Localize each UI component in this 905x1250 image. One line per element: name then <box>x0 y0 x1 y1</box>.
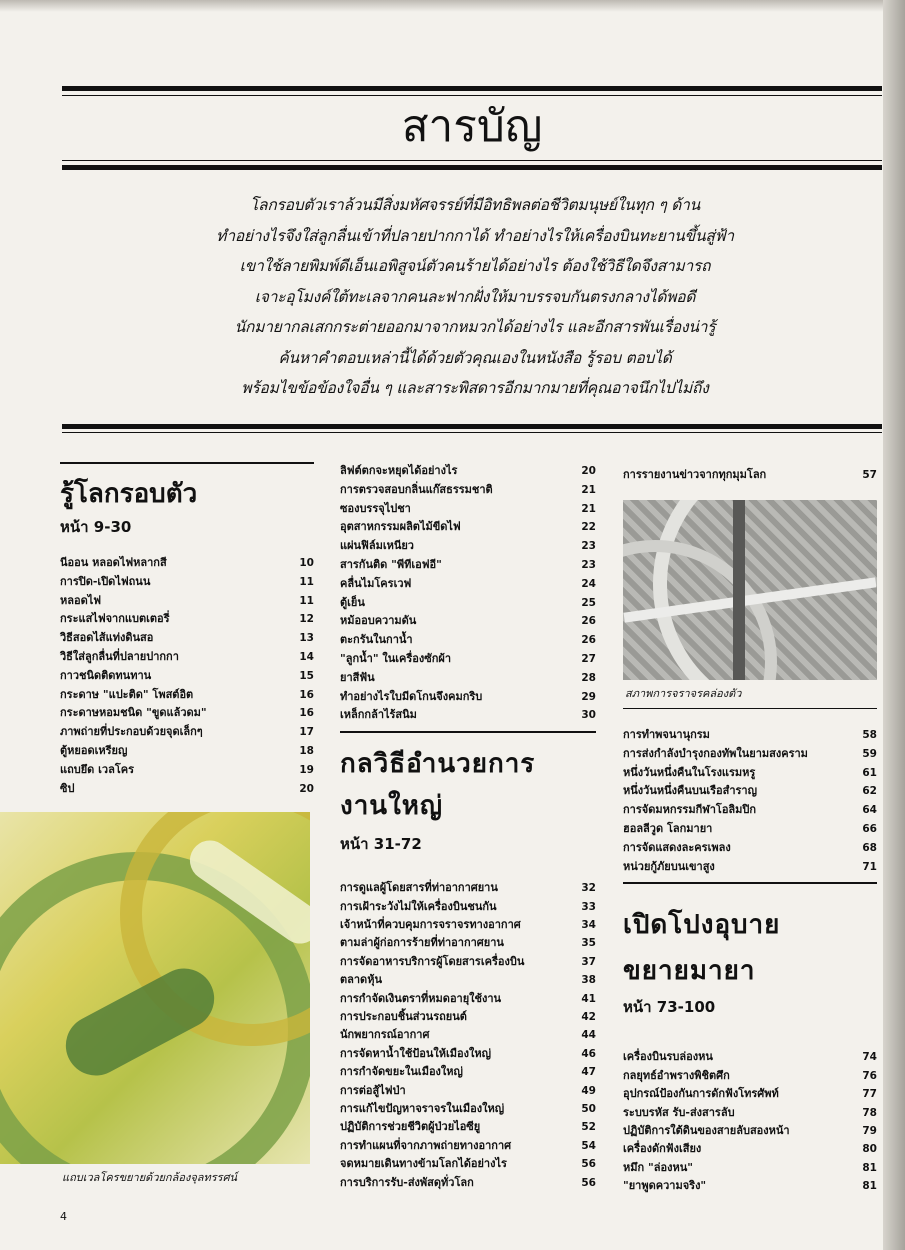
toc-entry[interactable] <box>623 764 877 783</box>
toc-entry-label: ตู้หยอดเหรียญ <box>60 743 128 757</box>
toc-entry-page: 56 <box>581 1176 596 1189</box>
toc-entry-label: ปฏิบัติการใต้ดินของสายลับสองหน้า <box>623 1124 790 1137</box>
toc-entry-page: 80 <box>862 1143 877 1156</box>
section3-title-line1: เปิดโปงอุบาย <box>623 910 781 941</box>
toc-entry-page: 57 <box>862 469 877 481</box>
toc-entry[interactable] <box>623 1159 877 1177</box>
toc-entry-page: 59 <box>862 747 877 760</box>
intro-line: โลกรอบตัวเราล้วนมีสิ่งมหัศจรรย์ที่มีอิทธิพลต่อชีวิตมนุษย์ในทุก ๆ ด้าน <box>249 196 701 214</box>
toc-entry[interactable] <box>623 858 877 877</box>
toc-entry[interactable] <box>340 1045 596 1063</box>
toc-entry[interactable] <box>623 1067 877 1085</box>
section1-pages: หน้า 9-30 <box>60 518 132 536</box>
toc-entry-page: 16 <box>299 688 314 701</box>
toc-entry-page: 22 <box>581 521 596 534</box>
page-binding-edge <box>883 0 905 1250</box>
toc-entry-page: 77 <box>862 1088 877 1101</box>
toc-entry-page: 35 <box>581 937 596 950</box>
intro-rule-thick <box>62 424 882 429</box>
section2-pages: หน้า 31-72 <box>340 835 422 854</box>
toc-entry-label: เครื่องบินรบล่องหน <box>623 1050 713 1064</box>
intro-line: นักมายากลเสกกระต่ายออกมาจากหมวกได้อย่างไร และอีกสารพันเรื่องน่ารู้ <box>234 318 716 336</box>
toc-entry[interactable] <box>340 1174 596 1192</box>
toc-entry[interactable] <box>623 726 877 745</box>
section2-toc-list-continued <box>623 726 877 876</box>
toc-entry-page: 71 <box>862 860 877 873</box>
toc-entry[interactable] <box>340 971 596 989</box>
toc-entry-label: การบริการรับ-ส่งพัสดุทั่วโลก <box>340 1175 474 1189</box>
toc-entry-page: 29 <box>581 690 596 703</box>
toc-entry-label: ปฏิบัติการช่วยชีวิตผู้ป่วยไอซียู <box>340 1120 481 1134</box>
intro-line: เขาใช้ลายพิมพ์ดีเอ็นเอพิสูจน์ตัวคนร้ายได้อย่างไร ต้องใช้วิธีใดจึงสามารถ <box>239 257 711 275</box>
toc-entry-label: การต่อสู้ไฟป่า <box>340 1083 406 1097</box>
toc-entry-page: 81 <box>862 1161 877 1174</box>
toc-entry-label: การส่งกำลังบำรุงกองทัพในยามสงคราม <box>623 746 808 760</box>
toc-entry-page: 19 <box>299 763 314 776</box>
toc-entry[interactable] <box>623 839 877 858</box>
toc-entry-page: 44 <box>581 1029 596 1042</box>
toc-entry[interactable] <box>623 1048 877 1066</box>
toc-entry[interactable] <box>340 916 596 934</box>
toc-entry-label: การจัดมหกรรมกีฬาโอลิมปิก <box>623 803 757 817</box>
toc-entry[interactable] <box>340 575 596 594</box>
toc-entry-label: การเฝ้าระวังไม่ให้เครื่องบินชนกัน <box>340 899 497 913</box>
toc-entry-label: นีออน หลอดไฟหลากสี <box>60 556 167 569</box>
toc-entry-page: 79 <box>862 1125 877 1137</box>
toc-entry[interactable] <box>60 686 314 705</box>
page-number: 4 <box>60 1210 67 1223</box>
toc-column-2 <box>340 462 596 1192</box>
toc-entry-page: 50 <box>581 1103 596 1116</box>
toc-entry-page: 11 <box>299 575 314 588</box>
toc-entry[interactable] <box>60 761 314 780</box>
section1-toc-list <box>60 554 314 798</box>
toc-entry[interactable] <box>340 1118 596 1136</box>
toc-entry[interactable] <box>340 481 596 500</box>
toc-entry-label: ซิป <box>60 781 75 795</box>
toc-entry-page: 27 <box>581 652 596 665</box>
toc-entry-label: การกำจัดขยะในเมืองใหญ่ <box>340 1065 463 1079</box>
toc-entry[interactable] <box>340 631 596 650</box>
toc-entry-page: 52 <box>581 1121 596 1134</box>
toc-entry[interactable] <box>340 990 596 1008</box>
toc-entry-label: การกำจัดเงินตราที่หมดอายุใช้งาน <box>340 991 502 1005</box>
section1-toc-list-continued <box>340 462 596 725</box>
toc-entry-label: การทำพจนานุกรม <box>623 728 710 741</box>
intro-paragraph <box>80 190 870 404</box>
highway-interchange-photo <box>623 500 877 680</box>
toc-entry-label: การปิด-เปิดไฟถนน <box>60 574 151 588</box>
toc-entry[interactable] <box>340 953 596 971</box>
toc-entry[interactable] <box>60 573 314 592</box>
toc-entry-label: ตามล่าผู้ก่อการร้ายที่ท่าอากาศยาน <box>340 936 504 950</box>
toc-entry[interactable] <box>340 688 596 707</box>
intro-line: พร้อมไขข้อข้องใจอื่น ๆ และสาระพิสดารอีกมากมายที่คุณอาจนึกไปไม่ถึง <box>241 379 709 397</box>
section3-toc-list <box>623 1048 877 1195</box>
toc-entry[interactable] <box>60 742 314 761</box>
toc-entry-label: กลยุทธ์อำพรางพิชิตศึก <box>623 1068 730 1082</box>
section2-title-line2: งานใหญ่ <box>340 791 444 822</box>
toc-entry[interactable] <box>340 1155 596 1173</box>
toc-entry-label: ภาพถ่ายที่ประกอบด้วยจุดเล็กๆ <box>60 725 203 739</box>
toc-entry-page: 41 <box>581 992 596 1005</box>
toc-entry-label: การจัดแสดงละครเพลง <box>623 840 731 854</box>
toc-entry-page: 10 <box>299 557 314 569</box>
toc-entry[interactable] <box>623 1104 877 1122</box>
toc-entry[interactable] <box>623 466 877 485</box>
toc-entry-page: 61 <box>862 766 877 779</box>
section3-title-line2: ขยายมายา <box>623 956 756 987</box>
section1-title: รู้โลกรอบตัว <box>60 479 198 509</box>
toc-entry-page: 12 <box>299 613 314 626</box>
velcro-microscope-photo <box>0 812 310 1164</box>
toc-entry-label: กระแสไฟจากแบตเตอรี่ <box>60 612 170 626</box>
toc-entry-page: 66 <box>862 822 877 835</box>
page-title: สารบัญ <box>401 101 543 152</box>
toc-entry[interactable] <box>340 1026 596 1044</box>
toc-entry-label: ฮอลลีวูด โลกมายา <box>623 821 713 835</box>
toc-entry-label: เครื่องดักฟังเสียง <box>623 1142 702 1156</box>
toc-entry[interactable] <box>60 592 314 611</box>
toc-entry-label: กาวชนิดติดทนทาน <box>60 668 152 682</box>
toc-entry-page: 46 <box>581 1047 596 1060</box>
title-rule-bottom-thin <box>62 160 882 161</box>
toc-entry-page: 81 <box>862 1180 877 1193</box>
toc-entry[interactable] <box>340 879 596 897</box>
toc-entry-page: 34 <box>581 918 596 931</box>
toc-entry-label: วิธีสอดไส้แท่งดินสอ <box>60 631 154 645</box>
toc-entry[interactable] <box>340 537 596 556</box>
toc-entry-page: 20 <box>299 782 314 795</box>
toc-entry-label: เจ้าหน้าที่ควบคุมการจราจรทางอากาศ <box>340 917 521 931</box>
toc-entry-page: 28 <box>581 671 596 684</box>
toc-entry[interactable] <box>340 1082 596 1100</box>
toc-entry-page: 56 <box>581 1158 596 1171</box>
toc-entry[interactable] <box>340 669 596 688</box>
toc-entry[interactable] <box>623 1122 877 1140</box>
page-top-shadow <box>0 0 905 12</box>
toc-entry[interactable] <box>60 723 314 742</box>
toc-entry-label: การประกอบชิ้นส่วนรถยนต์ <box>340 1010 467 1023</box>
toc-entry-label: กระดาษหอมชนิด "ขูดแล้วดม" <box>60 706 207 720</box>
toc-entry-label: หนึ่งวันหนึ่งคืนในโรงแรมหรู <box>623 765 756 779</box>
toc-entry-page: 21 <box>581 483 596 496</box>
toc-entry-page: 64 <box>862 804 877 817</box>
toc-entry-page: 13 <box>299 632 314 645</box>
toc-entry[interactable] <box>340 594 596 613</box>
toc-entry-label: อุปกรณ์ป้องกันการดักฟังโทรศัพท์ <box>623 1087 779 1101</box>
toc-entry-page: 26 <box>581 615 596 628</box>
toc-entry-label: นักพยากรณ์อากาศ <box>340 1028 430 1042</box>
toc-entry-page: 58 <box>862 729 877 741</box>
toc-entry-label: หน่วยกู้ภัยบนเขาสูง <box>623 859 715 873</box>
toc-entry[interactable] <box>60 667 314 686</box>
toc-entry[interactable] <box>340 500 596 519</box>
toc-entry-page: 17 <box>299 726 314 739</box>
toc-entry[interactable] <box>340 612 596 631</box>
toc-entry-page: 23 <box>581 540 596 553</box>
toc-entry-page: 62 <box>862 785 877 798</box>
toc-entry-page: 74 <box>862 1051 877 1064</box>
section2-title-line1: กลวิธีอำนวยการ <box>340 749 536 780</box>
toc-entry-page: 78 <box>862 1106 877 1119</box>
toc-entry-page: 76 <box>862 1069 877 1082</box>
section2-toc-list-continued-top <box>623 466 877 485</box>
toc-entry-label: กระดาษ "แปะติด" โพสต์อิต <box>60 687 194 701</box>
toc-entry-label: "ยาพูดความจริง" <box>623 1179 707 1193</box>
toc-entry[interactable] <box>623 801 877 820</box>
toc-entry[interactable] <box>623 1085 877 1103</box>
toc-entry-page: 47 <box>581 1066 596 1079</box>
toc-entry-label: ยาสีฟัน <box>340 670 375 684</box>
section2-toc-list <box>340 879 596 1192</box>
toc-entry-label: วิธีใส่ลูกลื่นที่ปลายปากกา <box>60 649 179 663</box>
photo-road <box>733 500 745 680</box>
toc-entry-page: 15 <box>299 669 314 682</box>
toc-entry[interactable] <box>340 1008 596 1026</box>
toc-entry[interactable] <box>340 518 596 537</box>
toc-entry-page: 42 <box>581 1011 596 1023</box>
toc-entry-label: การดูแลผู้โดยสารที่ท่าอากาศยาน <box>340 881 498 895</box>
intro-line: ค้นหาคำตอบเหล่านี้ได้ด้วยตัวคุณเองในหนังสือ รู้รอบ ตอบได้ <box>278 348 672 367</box>
toc-entry-page: 26 <box>581 634 596 647</box>
toc-entry[interactable] <box>340 934 596 952</box>
toc-entry-page: 24 <box>581 577 596 590</box>
toc-entry[interactable] <box>623 1140 877 1158</box>
section3-pages: หน้า 73-100 <box>623 998 716 1017</box>
photo-traffic-caption: สภาพการจราจรคล่องตัว <box>625 687 742 700</box>
toc-column-3-lower <box>623 726 877 1196</box>
toc-entry-label: จดหมายเดินทางข้ามโลกได้อย่างไร <box>340 1157 507 1171</box>
toc-entry-label: ซองบรรจุไปชา <box>340 501 411 515</box>
toc-entry[interactable] <box>60 554 314 573</box>
toc-entry-label: หลอดไฟ <box>60 593 102 607</box>
toc-entry-label: การรายงานข่าวจากทุกมุมโลก <box>623 468 767 481</box>
toc-entry[interactable] <box>340 706 596 725</box>
toc-entry-label: ตลาดหุ้น <box>340 973 382 987</box>
toc-entry[interactable] <box>623 745 877 764</box>
toc-entry-label: การทำแผนที่จากภาพถ่ายทางอากาศ <box>340 1138 512 1152</box>
toc-entry-label: ระบบรหัส รับ-ส่งสารลับ <box>623 1105 735 1119</box>
toc-entry-page: 68 <box>862 841 877 854</box>
toc-entry-label: การแก้ไขปัญหาจราจรในเมืองใหญ่ <box>340 1102 505 1116</box>
intro-rule-thin <box>62 432 882 433</box>
toc-entry-label: การจัดอาหารบริการผู้โดยสารเครื่องบิน <box>340 954 525 968</box>
toc-entry-page: 54 <box>581 1139 596 1152</box>
toc-entry-page: 49 <box>581 1084 596 1097</box>
toc-entry-page: 32 <box>581 882 596 895</box>
toc-entry[interactable] <box>60 704 314 723</box>
toc-entry-label: การตรวจสอบกลิ่นแก๊สธรรมชาติ <box>340 482 493 496</box>
toc-entry-page: 37 <box>581 955 596 968</box>
toc-entry-label: ลิฟต์ตกจะหยุดได้อย่างไร <box>340 464 458 477</box>
caption-divider <box>623 708 877 709</box>
toc-entry[interactable] <box>340 1063 596 1081</box>
toc-entry[interactable] <box>340 650 596 669</box>
toc-entry-label: แผ่นฟิล์มเหนียว <box>340 539 414 553</box>
toc-entry-label: ตู้เย็น <box>340 595 365 609</box>
toc-entry-label: คลื่นไมโครเวฟ <box>340 576 412 590</box>
toc-entry-page: 21 <box>581 502 596 515</box>
toc-column-3 <box>623 466 877 485</box>
toc-entry-page: 38 <box>581 974 596 987</box>
toc-entry-page: 16 <box>299 707 314 720</box>
toc-entry[interactable] <box>623 1177 877 1195</box>
toc-entry[interactable] <box>60 610 314 629</box>
toc-entry[interactable] <box>60 648 314 667</box>
intro-line: เจาะอุโมงค์ใต้ทะเลจากคนละฟากฝั่งให้มาบรรจบกันตรงกลางได้พอดี <box>254 287 696 306</box>
title-rule-bottom-thick <box>62 165 882 170</box>
intro-line: ทำอย่างไรจึงใส่ลูกลื่นเข้าที่ปลายปากกาได้ ทำอย่างไรให้เครื่องบินทะยานขึ้นสู่ฟ้า <box>216 226 734 245</box>
photo-velcro-caption: แถบเวลโครขยายด้วยกล้องจุลทรรศน์ <box>62 1171 238 1184</box>
toc-entry-label: เหล็กกล้าไร้สนิม <box>340 708 417 722</box>
toc-entry[interactable] <box>340 462 596 481</box>
toc-entry-page: 14 <box>299 650 314 663</box>
toc-entry[interactable] <box>623 820 877 839</box>
toc-entry[interactable] <box>60 780 314 799</box>
toc-entry-label: อุตสาหกรรมผลิตไม้ขีดไฟ <box>340 520 461 534</box>
toc-entry-label: ทำอย่างไรใบมีดโกนจึงคมกริบ <box>340 689 483 703</box>
toc-entry-label: หมึก "ล่องหน" <box>623 1160 693 1174</box>
toc-entry-page: 18 <box>299 744 314 757</box>
toc-entry[interactable] <box>623 782 877 801</box>
toc-entry-page: 25 <box>581 596 596 609</box>
toc-entry[interactable] <box>340 1137 596 1155</box>
toc-entry-page: 23 <box>581 558 596 571</box>
toc-entry[interactable] <box>340 556 596 575</box>
toc-entry-label: หม้ออบความดัน <box>340 614 417 628</box>
toc-entry-label: สารกันติด "พีทีเอฟอี" <box>340 557 442 571</box>
toc-entry-label: ตะกรันในกาน้ำ <box>340 633 413 647</box>
toc-entry-label: แถบยึด เวลโคร <box>60 762 135 776</box>
toc-entry-page: 11 <box>299 594 314 607</box>
toc-entry-label: "ลูกน้ำ" ในเครื่องซักผ้า <box>340 651 452 665</box>
toc-entry-page: 33 <box>581 900 596 913</box>
toc-entry-page: 30 <box>581 709 596 722</box>
toc-entry-label: การจัดหาน้ำใช้ป้อนให้เมืองใหญ่ <box>340 1046 492 1060</box>
toc-entry-page: 20 <box>581 465 596 477</box>
toc-entry[interactable] <box>340 898 596 916</box>
toc-column-1 <box>60 462 314 798</box>
title-rule-top-thick <box>62 86 882 91</box>
toc-entry[interactable] <box>60 629 314 648</box>
toc-entry-label: หนึ่งวันหนึ่งคืนบนเรือสำราญ <box>623 784 757 798</box>
toc-entry[interactable] <box>340 1100 596 1118</box>
